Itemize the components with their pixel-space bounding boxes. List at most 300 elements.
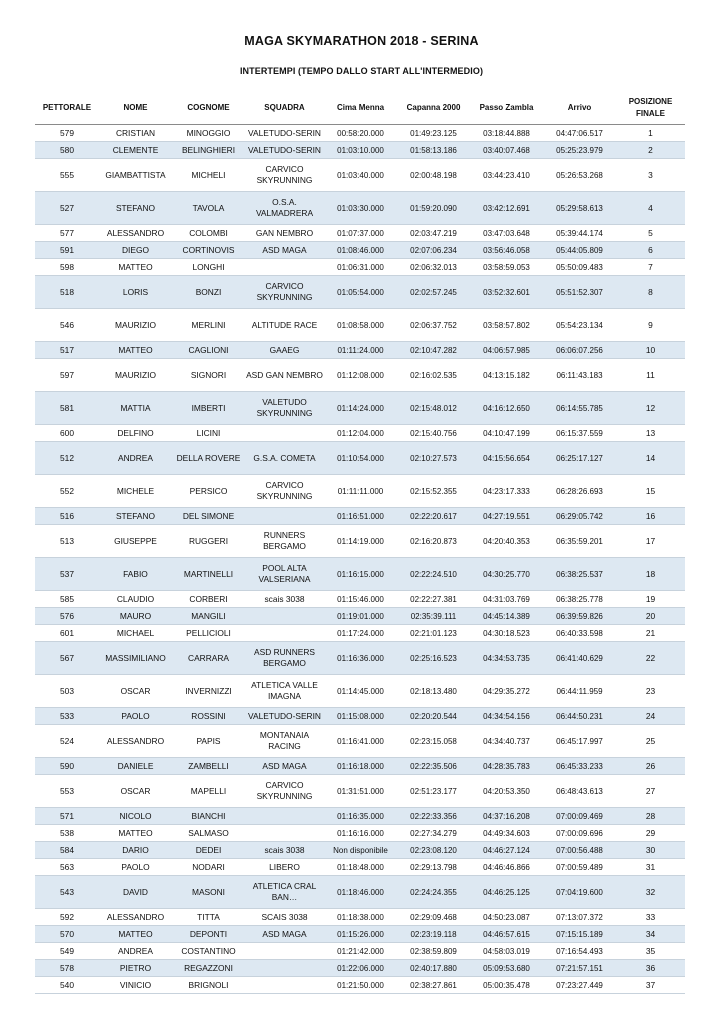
cell-final-position: 2 xyxy=(616,142,685,159)
cell-last-name: ZAMBELLI xyxy=(172,758,245,775)
cell-team: ASD MAGA xyxy=(245,242,324,259)
cell-first-name: MAURIZIO xyxy=(99,359,172,392)
header-passo-zambla: Passo Zambla xyxy=(470,92,543,125)
cell-arrivo: 06:15:37.559 xyxy=(543,425,616,442)
cell-arrivo: 06:40:33.598 xyxy=(543,625,616,642)
table-row xyxy=(35,808,685,825)
cell-cima-menna: 01:15:46.000 xyxy=(324,591,397,608)
cell-capanna-2000: 01:59:20.090 xyxy=(397,192,470,225)
cell-first-name: MATTEO xyxy=(99,825,172,842)
cell-passo-zambla: 04:10:47.199 xyxy=(470,425,543,442)
cell-capanna-2000: 02:22:24.510 xyxy=(397,558,470,591)
cell-bib: 527 xyxy=(35,192,99,225)
cell-last-name: CORTINOVIS xyxy=(172,242,245,259)
cell-passo-zambla: 03:44:23.410 xyxy=(470,159,543,192)
cell-passo-zambla: 03:42:12.691 xyxy=(470,192,543,225)
table-row xyxy=(35,909,685,926)
table-row xyxy=(35,608,685,625)
cell-last-name: NODARI xyxy=(172,859,245,876)
cell-capanna-2000: 02:10:27.573 xyxy=(397,442,470,475)
cell-bib: 598 xyxy=(35,259,99,276)
cell-team xyxy=(245,259,324,276)
cell-passo-zambla: 03:47:03.648 xyxy=(470,225,543,242)
cell-cima-menna: 01:10:54.000 xyxy=(324,442,397,475)
cell-bib: 553 xyxy=(35,775,99,808)
cell-passo-zambla: 04:34:54.156 xyxy=(470,708,543,725)
table-row xyxy=(35,508,685,525)
cell-passo-zambla: 03:52:32.601 xyxy=(470,276,543,309)
header-last-name: COGNOME xyxy=(172,92,245,125)
cell-first-name: MATTEO xyxy=(99,342,172,359)
cell-arrivo: 06:45:17.997 xyxy=(543,725,616,758)
cell-bib: 518 xyxy=(35,276,99,309)
cell-arrivo: 07:00:56.488 xyxy=(543,842,616,859)
cell-final-position: 35 xyxy=(616,943,685,960)
cell-cima-menna: 01:16:35.000 xyxy=(324,808,397,825)
cell-arrivo: 07:00:59.489 xyxy=(543,859,616,876)
cell-final-position: 4 xyxy=(616,192,685,225)
cell-cima-menna: 01:15:26.000 xyxy=(324,926,397,943)
cell-cima-menna: 01:16:51.000 xyxy=(324,508,397,525)
cell-arrivo: 07:00:09.469 xyxy=(543,808,616,825)
cell-final-position: 9 xyxy=(616,309,685,342)
cell-last-name: ROSSINI xyxy=(172,708,245,725)
cell-last-name: INVERNIZZI xyxy=(172,675,245,708)
cell-final-position: 37 xyxy=(616,977,685,994)
cell-capanna-2000: 02:16:02.535 xyxy=(397,359,470,392)
cell-last-name: IMBERTI xyxy=(172,392,245,425)
cell-final-position: 27 xyxy=(616,775,685,808)
cell-passo-zambla: 04:34:40.737 xyxy=(470,725,543,758)
cell-arrivo: 06:39:59.826 xyxy=(543,608,616,625)
cell-capanna-2000: 02:27:34.279 xyxy=(397,825,470,842)
cell-first-name: MAURO xyxy=(99,608,172,625)
cell-last-name: COSTANTINO xyxy=(172,943,245,960)
cell-arrivo: 06:44:11.959 xyxy=(543,675,616,708)
cell-last-name: PELLICIOLI xyxy=(172,625,245,642)
cell-last-name: DEPONTI xyxy=(172,926,245,943)
cell-last-name: LONGHI xyxy=(172,259,245,276)
cell-last-name: TITTA xyxy=(172,909,245,926)
cell-cima-menna: 00:58:20.000 xyxy=(324,125,397,142)
cell-team: LIBERO xyxy=(245,859,324,876)
cell-cima-menna: 01:16:36.000 xyxy=(324,642,397,675)
cell-final-position: 14 xyxy=(616,442,685,475)
cell-passo-zambla: 04:58:03.019 xyxy=(470,943,543,960)
cell-team: G.S.A. COMETA xyxy=(245,442,324,475)
cell-last-name: MERLINI xyxy=(172,309,245,342)
cell-cima-menna: 01:21:50.000 xyxy=(324,977,397,994)
cell-passo-zambla: 04:50:23.087 xyxy=(470,909,543,926)
cell-team xyxy=(245,508,324,525)
cell-final-position: 22 xyxy=(616,642,685,675)
cell-cima-menna: 01:08:58.000 xyxy=(324,309,397,342)
table-row xyxy=(35,425,685,442)
cell-final-position: 7 xyxy=(616,259,685,276)
cell-team: GAN NEMBRO xyxy=(245,225,324,242)
cell-team: VALETUDO-SERIN xyxy=(245,125,324,142)
cell-team: scais 3038 xyxy=(245,842,324,859)
cell-cima-menna: 01:18:46.000 xyxy=(324,876,397,909)
cell-capanna-2000: 02:06:37.752 xyxy=(397,309,470,342)
cell-last-name: COLOMBI xyxy=(172,225,245,242)
cell-final-position: 10 xyxy=(616,342,685,359)
cell-final-position: 1 xyxy=(616,125,685,142)
cell-arrivo: 05:54:23.134 xyxy=(543,309,616,342)
cell-capanna-2000: 02:25:16.523 xyxy=(397,642,470,675)
cell-bib: 563 xyxy=(35,859,99,876)
cell-final-position: 18 xyxy=(616,558,685,591)
cell-passo-zambla: 04:27:19.551 xyxy=(470,508,543,525)
cell-first-name: ALESSANDRO xyxy=(99,909,172,926)
cell-passo-zambla: 04:49:34.603 xyxy=(470,825,543,842)
table-row xyxy=(35,192,685,225)
cell-last-name: PERSICO xyxy=(172,475,245,508)
table-row xyxy=(35,475,685,508)
cell-team xyxy=(245,425,324,442)
cell-arrivo: 06:48:43.613 xyxy=(543,775,616,808)
cell-team: ATLETICA CRAL BAN… xyxy=(245,876,324,909)
cell-bib: 601 xyxy=(35,625,99,642)
header-team: SQUADRA xyxy=(245,92,324,125)
cell-capanna-2000: 02:22:20.617 xyxy=(397,508,470,525)
table-row xyxy=(35,926,685,943)
cell-capanna-2000: 02:06:32.013 xyxy=(397,259,470,276)
cell-passo-zambla: 04:46:46.866 xyxy=(470,859,543,876)
cell-final-position: 30 xyxy=(616,842,685,859)
cell-bib: 576 xyxy=(35,608,99,625)
cell-first-name: DAVID xyxy=(99,876,172,909)
cell-first-name: OSCAR xyxy=(99,675,172,708)
cell-final-position: 6 xyxy=(616,242,685,259)
cell-capanna-2000: 02:21:01.123 xyxy=(397,625,470,642)
cell-first-name: DIEGO xyxy=(99,242,172,259)
cell-final-position: 16 xyxy=(616,508,685,525)
cell-team: ATLETICA VALLE IMAGNA xyxy=(245,675,324,708)
cell-bib: 567 xyxy=(35,642,99,675)
table-body xyxy=(35,125,685,994)
cell-first-name: CLEMENTE xyxy=(99,142,172,159)
cell-bib: 555 xyxy=(35,159,99,192)
cell-first-name: ALESSANDRO xyxy=(99,725,172,758)
cell-bib: 524 xyxy=(35,725,99,758)
cell-bib: 585 xyxy=(35,591,99,608)
cell-capanna-2000: 02:29:13.798 xyxy=(397,859,470,876)
cell-arrivo: 04:47:06.517 xyxy=(543,125,616,142)
cell-capanna-2000: 01:49:23.125 xyxy=(397,125,470,142)
cell-arrivo: 07:15:15.189 xyxy=(543,926,616,943)
cell-cima-menna: 01:16:15.000 xyxy=(324,558,397,591)
cell-final-position: 31 xyxy=(616,859,685,876)
cell-capanna-2000: 02:15:52.355 xyxy=(397,475,470,508)
cell-final-position: 29 xyxy=(616,825,685,842)
cell-capanna-2000: 02:15:48.012 xyxy=(397,392,470,425)
cell-cima-menna: 01:21:42.000 xyxy=(324,943,397,960)
cell-capanna-2000: 02:23:15.058 xyxy=(397,725,470,758)
cell-last-name: MAPELLI xyxy=(172,775,245,808)
table-row xyxy=(35,625,685,642)
table-row xyxy=(35,392,685,425)
cell-arrivo: 06:45:33.233 xyxy=(543,758,616,775)
cell-team: CARVICO SKYRUNNING xyxy=(245,276,324,309)
cell-capanna-2000: 02:03:47.219 xyxy=(397,225,470,242)
cell-bib: 549 xyxy=(35,943,99,960)
cell-capanna-2000: 02:18:13.480 xyxy=(397,675,470,708)
cell-bib: 578 xyxy=(35,960,99,977)
table-row xyxy=(35,842,685,859)
cell-team: POOL ALTA VALSERIANA xyxy=(245,558,324,591)
cell-cima-menna: 01:11:24.000 xyxy=(324,342,397,359)
cell-capanna-2000: 02:20:20.544 xyxy=(397,708,470,725)
cell-cima-menna: 01:16:41.000 xyxy=(324,725,397,758)
cell-team xyxy=(245,943,324,960)
cell-arrivo: 06:35:59.201 xyxy=(543,525,616,558)
cell-last-name: CAGLIONI xyxy=(172,342,245,359)
cell-final-position: 28 xyxy=(616,808,685,825)
cell-cima-menna: 01:16:18.000 xyxy=(324,758,397,775)
table-row xyxy=(35,775,685,808)
cell-last-name: SALMASO xyxy=(172,825,245,842)
cell-passo-zambla: 04:30:25.770 xyxy=(470,558,543,591)
cell-cima-menna: 01:15:08.000 xyxy=(324,708,397,725)
cell-team xyxy=(245,960,324,977)
cell-team: ASD RUNNERS BERGAMO xyxy=(245,642,324,675)
cell-last-name: DEL SIMONE xyxy=(172,508,245,525)
table-row xyxy=(35,960,685,977)
cell-final-position: 15 xyxy=(616,475,685,508)
cell-capanna-2000: 02:51:23.177 xyxy=(397,775,470,808)
cell-bib: 584 xyxy=(35,842,99,859)
cell-first-name: MAURIZIO xyxy=(99,309,172,342)
cell-bib: 543 xyxy=(35,876,99,909)
cell-first-name: MATTEO xyxy=(99,926,172,943)
cell-final-position: 32 xyxy=(616,876,685,909)
cell-passo-zambla: 04:37:16.208 xyxy=(470,808,543,825)
cell-team: ASD GAN NEMBRO xyxy=(245,359,324,392)
cell-capanna-2000: 02:15:40.756 xyxy=(397,425,470,442)
cell-capanna-2000: 02:22:33.356 xyxy=(397,808,470,825)
cell-team xyxy=(245,825,324,842)
cell-team xyxy=(245,625,324,642)
cell-last-name: RUGGERI xyxy=(172,525,245,558)
cell-arrivo: 06:38:25.537 xyxy=(543,558,616,591)
cell-arrivo: 07:04:19.600 xyxy=(543,876,616,909)
cell-arrivo: 06:29:05.742 xyxy=(543,508,616,525)
cell-last-name: PAPIS xyxy=(172,725,245,758)
cell-first-name: MATTIA xyxy=(99,392,172,425)
cell-team xyxy=(245,608,324,625)
cell-cima-menna: 01:07:37.000 xyxy=(324,225,397,242)
cell-cima-menna: 01:06:31.000 xyxy=(324,259,397,276)
header-bib: PETTORALE xyxy=(35,92,99,125)
cell-last-name: DEDEI xyxy=(172,842,245,859)
cell-first-name: LORIS xyxy=(99,276,172,309)
cell-final-position: 33 xyxy=(616,909,685,926)
cell-first-name: ALESSANDRO xyxy=(99,225,172,242)
cell-passo-zambla: 04:23:17.333 xyxy=(470,475,543,508)
cell-team: O.S.A. VALMADRERA xyxy=(245,192,324,225)
cell-first-name: PAOLO xyxy=(99,708,172,725)
table-row xyxy=(35,442,685,475)
cell-first-name: GIAMBATTISTA xyxy=(99,159,172,192)
cell-capanna-2000: 02:00:48.198 xyxy=(397,159,470,192)
header-cima-menna: Cima Menna xyxy=(324,92,397,125)
cell-last-name: DELLA ROVERE xyxy=(172,442,245,475)
cell-arrivo: 05:51:52.307 xyxy=(543,276,616,309)
cell-first-name: OSCAR xyxy=(99,775,172,808)
cell-team: VALETUDO-SERIN xyxy=(245,142,324,159)
cell-passo-zambla: 04:46:27.124 xyxy=(470,842,543,859)
table-row xyxy=(35,525,685,558)
cell-team: CARVICO SKYRUNNING xyxy=(245,159,324,192)
cell-first-name: DARIO xyxy=(99,842,172,859)
cell-first-name: DANIELE xyxy=(99,758,172,775)
cell-cima-menna: 01:08:46.000 xyxy=(324,242,397,259)
table-row xyxy=(35,876,685,909)
cell-cima-menna: 01:03:40.000 xyxy=(324,159,397,192)
table-row xyxy=(35,675,685,708)
cell-capanna-2000: 01:58:13.186 xyxy=(397,142,470,159)
cell-first-name: PAOLO xyxy=(99,859,172,876)
cell-arrivo: 06:28:26.693 xyxy=(543,475,616,508)
cell-arrivo: 07:13:07.372 xyxy=(543,909,616,926)
cell-capanna-2000: 02:23:08.120 xyxy=(397,842,470,859)
table-row xyxy=(35,125,685,142)
cell-first-name: NICOLO xyxy=(99,808,172,825)
cell-bib: 579 xyxy=(35,125,99,142)
cell-arrivo: 06:41:40.629 xyxy=(543,642,616,675)
cell-last-name: MINOGGIO xyxy=(172,125,245,142)
cell-team: ALTITUDE RACE xyxy=(245,309,324,342)
cell-passo-zambla: 04:46:25.125 xyxy=(470,876,543,909)
cell-passo-zambla: 03:40:07.468 xyxy=(470,142,543,159)
cell-bib: 512 xyxy=(35,442,99,475)
cell-final-position: 36 xyxy=(616,960,685,977)
cell-capanna-2000: 02:23:19.118 xyxy=(397,926,470,943)
cell-bib: 546 xyxy=(35,309,99,342)
cell-final-position: 17 xyxy=(616,525,685,558)
cell-final-position: 3 xyxy=(616,159,685,192)
table-row xyxy=(35,825,685,842)
cell-first-name: PIETRO xyxy=(99,960,172,977)
cell-arrivo: 05:26:53.268 xyxy=(543,159,616,192)
cell-first-name: MICHAEL xyxy=(99,625,172,642)
cell-cima-menna: 01:05:54.000 xyxy=(324,276,397,309)
cell-team xyxy=(245,808,324,825)
cell-bib: 590 xyxy=(35,758,99,775)
cell-team: GAAEG xyxy=(245,342,324,359)
cell-capanna-2000: 02:07:06.234 xyxy=(397,242,470,259)
table-row xyxy=(35,725,685,758)
cell-passo-zambla: 04:06:57.985 xyxy=(470,342,543,359)
cell-team: VALETUDO SKYRUNNING xyxy=(245,392,324,425)
cell-capanna-2000: 02:38:27.861 xyxy=(397,977,470,994)
cell-final-position: 5 xyxy=(616,225,685,242)
cell-cima-menna: 01:11:11.000 xyxy=(324,475,397,508)
table-row xyxy=(35,558,685,591)
cell-final-position: 12 xyxy=(616,392,685,425)
table-row xyxy=(35,943,685,960)
cell-arrivo: 07:00:09.696 xyxy=(543,825,616,842)
cell-capanna-2000: 02:16:20.873 xyxy=(397,525,470,558)
cell-arrivo: 07:21:57.151 xyxy=(543,960,616,977)
cell-last-name: CARRARA xyxy=(172,642,245,675)
table-header-row xyxy=(35,92,685,125)
cell-team: ASD MAGA xyxy=(245,926,324,943)
cell-last-name: MANGILI xyxy=(172,608,245,625)
cell-capanna-2000: 02:10:47.282 xyxy=(397,342,470,359)
cell-passo-zambla: 03:58:57.802 xyxy=(470,309,543,342)
cell-arrivo: 07:16:54.493 xyxy=(543,943,616,960)
cell-final-position: 26 xyxy=(616,758,685,775)
cell-passo-zambla: 04:20:53.350 xyxy=(470,775,543,808)
cell-cima-menna: 01:14:45.000 xyxy=(324,675,397,708)
cell-final-position: 20 xyxy=(616,608,685,625)
cell-capanna-2000: 02:29:09.468 xyxy=(397,909,470,926)
cell-arrivo: 06:11:43.183 xyxy=(543,359,616,392)
cell-passo-zambla: 04:28:35.783 xyxy=(470,758,543,775)
cell-first-name: VINICIO xyxy=(99,977,172,994)
cell-capanna-2000: 02:24:24.355 xyxy=(397,876,470,909)
cell-last-name: BIANCHI xyxy=(172,808,245,825)
cell-arrivo: 07:23:27.449 xyxy=(543,977,616,994)
cell-arrivo: 06:14:55.785 xyxy=(543,392,616,425)
cell-arrivo: 06:25:17.127 xyxy=(543,442,616,475)
cell-cima-menna: 01:19:01.000 xyxy=(324,608,397,625)
cell-passo-zambla: 04:31:03.769 xyxy=(470,591,543,608)
cell-first-name: ANDREA xyxy=(99,943,172,960)
cell-passo-zambla: 04:16:12.650 xyxy=(470,392,543,425)
cell-arrivo: 06:44:50.231 xyxy=(543,708,616,725)
results-table xyxy=(35,92,685,994)
table-row xyxy=(35,225,685,242)
cell-last-name: REGAZZONI xyxy=(172,960,245,977)
cell-first-name: CLAUDIO xyxy=(99,591,172,608)
cell-bib: 580 xyxy=(35,142,99,159)
cell-passo-zambla: 04:46:57.615 xyxy=(470,926,543,943)
cell-cima-menna: 01:18:38.000 xyxy=(324,909,397,926)
cell-first-name: GIUSEPPE xyxy=(99,525,172,558)
cell-arrivo: 05:29:58.613 xyxy=(543,192,616,225)
cell-bib: 571 xyxy=(35,808,99,825)
header-first-name: NOME xyxy=(99,92,172,125)
cell-cima-menna: 01:03:30.000 xyxy=(324,192,397,225)
table-row xyxy=(35,359,685,392)
table-row xyxy=(35,309,685,342)
header-final-position: POSIZIONE FINALE xyxy=(616,92,685,125)
cell-cima-menna: 01:14:19.000 xyxy=(324,525,397,558)
cell-capanna-2000: 02:22:35.506 xyxy=(397,758,470,775)
cell-last-name: BRIGNOLI xyxy=(172,977,245,994)
cell-final-position: 11 xyxy=(616,359,685,392)
cell-final-position: 25 xyxy=(616,725,685,758)
cell-team: VALETUDO-SERIN xyxy=(245,708,324,725)
cell-arrivo: 05:25:23.979 xyxy=(543,142,616,159)
cell-last-name: MICHELI xyxy=(172,159,245,192)
cell-cima-menna: 01:16:16.000 xyxy=(324,825,397,842)
cell-team: ASD MAGA xyxy=(245,758,324,775)
cell-bib: 503 xyxy=(35,675,99,708)
cell-final-position: 24 xyxy=(616,708,685,725)
cell-final-position: 34 xyxy=(616,926,685,943)
table-row xyxy=(35,642,685,675)
cell-last-name: BELINGHIERI xyxy=(172,142,245,159)
cell-last-name: TAVOLA xyxy=(172,192,245,225)
cell-bib: 581 xyxy=(35,392,99,425)
cell-final-position: 21 xyxy=(616,625,685,642)
cell-capanna-2000: 02:02:57.245 xyxy=(397,276,470,309)
cell-cima-menna: 01:18:48.000 xyxy=(324,859,397,876)
